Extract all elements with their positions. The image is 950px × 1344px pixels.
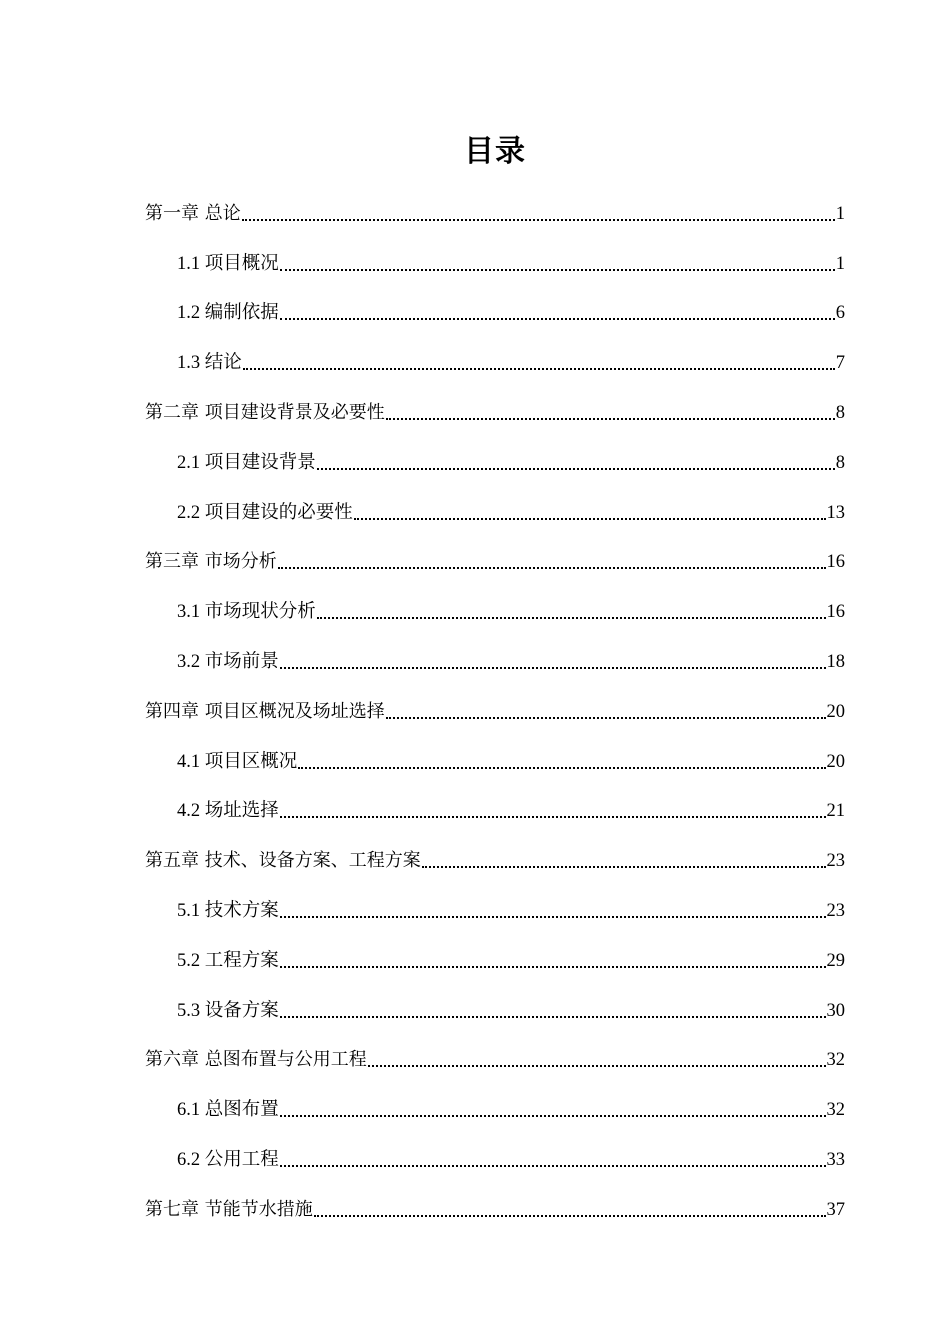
toc-entry-label: 6.1 总图布置 [177,1100,279,1121]
toc-dot-leader [242,218,835,221]
toc-entry-page: 29 [826,950,845,971]
toc-entry[interactable] [145,978,845,1028]
toc-dot-leader [317,467,835,470]
toc-dot-leader [314,1214,826,1217]
toc-entry[interactable] [145,231,845,281]
toc-entry-label: 5.3 设备方案 [177,1000,279,1021]
toc-entry-label: 4.2 场址选择 [177,801,279,822]
toc-dot-leader [368,1064,826,1067]
toc-dot-leader [280,268,835,271]
toc-entry-label: 第二章 项目建设背景及必要性 [145,401,385,423]
toc-entry-label: 5.2 工程方案 [177,950,279,971]
toc-dot-leader [386,716,826,719]
toc-entry[interactable] [145,679,845,729]
toc-entry-page: 16 [826,602,845,623]
toc-entry[interactable] [145,1177,845,1227]
toc-dot-leader [280,1015,826,1018]
toc-entry-label: 1.2 编制依据 [177,303,279,324]
toc-dot-leader [298,766,825,769]
toc-entry-page: 20 [826,751,845,772]
toc-entry-label: 4.1 项目区概况 [177,751,298,772]
toc-entry-page: 6 [835,303,845,324]
toc-entry[interactable] [145,330,845,380]
toc-entry[interactable] [145,928,845,978]
toc-entry-page: 16 [826,552,845,573]
toc-entry-page: 13 [826,502,845,523]
toc-entry[interactable] [145,1077,845,1127]
toc-entry-page: 1 [835,203,845,224]
toc-entry-label: 第四章 项目区概况及场址选择 [145,700,385,722]
toc-dot-leader [280,1114,826,1117]
toc-entry-page: 23 [826,851,845,872]
toc-entry[interactable] [145,530,845,580]
toc-dot-leader [280,915,826,918]
toc-entry-label: 第六章 总图布置与公用工程 [145,1049,367,1071]
toc-entry-label: 2.1 项目建设背景 [177,452,316,473]
toc-entry-page: 18 [826,651,845,672]
toc-title: 目录 [464,134,526,169]
toc-entry[interactable] [145,281,845,331]
toc-entry-label: 2.2 项目建设的必要性 [177,502,353,523]
toc-entry[interactable] [145,181,845,231]
toc-entry-label: 5.1 技术方案 [177,900,279,921]
toc-entry-page: 30 [826,1000,845,1021]
toc-entry-page: 33 [826,1149,845,1170]
toc-entry-label: 第一章 总论 [145,202,241,224]
toc-list [145,181,845,1227]
toc-entry-label: 6.2 公用工程 [177,1149,279,1170]
toc-entry-page: 1 [835,253,845,274]
toc-entry-page: 20 [826,701,845,722]
toc-dot-leader [280,317,835,320]
toc-entry-page: 37 [826,1199,845,1220]
toc-entry-page: 32 [826,1050,845,1071]
toc-entry[interactable] [145,629,845,679]
toc-entry-label: 第七章 节能节水措施 [145,1198,313,1220]
toc-dot-leader [280,815,826,818]
toc-entry[interactable] [145,430,845,480]
toc-entry[interactable] [145,779,845,829]
toc-entry-page: 32 [826,1100,845,1121]
toc-dot-leader [386,417,835,420]
toc-entry[interactable] [145,828,845,878]
toc-entry-label: 1.3 结论 [177,353,242,374]
toc-entry[interactable] [145,729,845,779]
toc-entry-page: 21 [826,801,845,822]
toc-dot-leader [243,367,835,370]
toc-entry-page: 8 [835,402,845,423]
toc-entry[interactable] [145,380,845,430]
toc-entry-label: 3.2 市场前景 [177,651,279,672]
toc-dot-leader [354,517,826,520]
toc-dot-leader [278,566,826,569]
toc-entry[interactable] [145,480,845,530]
toc-entry-page: 8 [835,452,845,473]
toc-entry-label: 第五章 技术、设备方案、工程方案 [145,850,421,872]
toc-entry[interactable] [145,1028,845,1078]
toc-entry-label: 1.1 项目概况 [177,253,279,274]
toc-dot-leader [280,666,826,669]
toc-entry-label: 3.1 市场现状分析 [177,602,316,623]
toc-entry-label: 第三章 市场分析 [145,551,277,573]
toc-entry[interactable] [145,579,845,629]
toc-dot-leader [422,865,826,868]
toc-entry[interactable] [145,878,845,928]
toc-dot-leader [280,965,826,968]
toc-entry-page: 7 [835,353,845,374]
toc-entry[interactable] [145,1127,845,1177]
toc-dot-leader [280,1164,826,1167]
toc-entry-page: 23 [826,900,845,921]
toc-dot-leader [317,616,826,619]
